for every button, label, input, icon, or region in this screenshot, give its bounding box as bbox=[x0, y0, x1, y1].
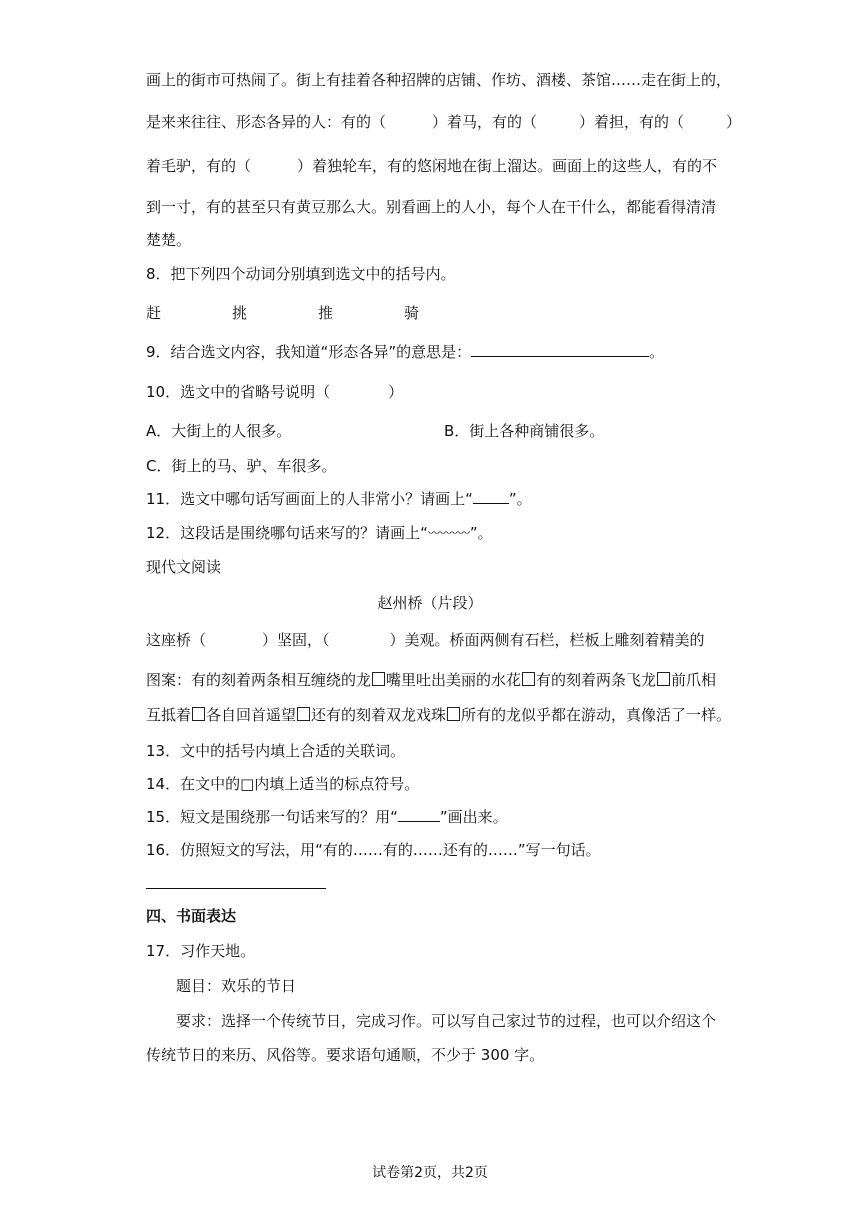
text: 是来来往往、形态各异的人：有的（ bbox=[146, 113, 387, 131]
punctuation-box[interactable] bbox=[192, 707, 205, 721]
question-14: 14．在文中的□内填上适当的标点符号。 bbox=[146, 775, 420, 793]
text: 着毛驴，有的（ bbox=[146, 157, 252, 175]
punctuation-box[interactable] bbox=[447, 707, 460, 721]
text: 所有的龙似乎都在游动，真像活了一样。 bbox=[461, 706, 732, 724]
passage-line bbox=[146, 70, 731, 90]
text: ”。 bbox=[469, 524, 493, 542]
answer-blank[interactable] bbox=[471, 342, 649, 357]
straight-underline-sample bbox=[398, 807, 440, 822]
passage-line bbox=[146, 705, 731, 725]
text: 有的刻着两条飞龙 bbox=[536, 671, 657, 689]
passage-title: 赵州桥（片段） bbox=[377, 594, 483, 612]
passage-line bbox=[146, 156, 717, 176]
punctuation-box[interactable] bbox=[657, 672, 670, 686]
text: 各自回首遥望 bbox=[206, 706, 297, 724]
section-heading: 四、书面表达 bbox=[146, 907, 237, 925]
passage-line bbox=[146, 197, 716, 217]
wavy-underline-sample bbox=[428, 531, 470, 537]
option-text: B．街上各种商铺很多。 bbox=[444, 422, 605, 440]
punctuation-box[interactable] bbox=[372, 672, 385, 686]
question-text: 8．把下列四个动词分别填到选文中的括号内。 bbox=[146, 265, 456, 283]
question-8 bbox=[146, 264, 456, 284]
text: 楚楚。 bbox=[146, 231, 192, 249]
question-13: 13．文中的括号内填上合适的关联词。 bbox=[146, 742, 406, 760]
essay-requirement: 传统节日的来历、风俗等。要求语句通顺，不少于 300 字。 bbox=[146, 1046, 545, 1064]
question-text: 9．结合选文内容，我知道“形态各异”的意思是： bbox=[146, 343, 472, 361]
question-10 bbox=[146, 382, 403, 402]
section-title: 现代文阅读 bbox=[146, 558, 222, 576]
passage-line bbox=[146, 112, 741, 132]
answer-line[interactable] bbox=[146, 888, 326, 889]
text: ）着担，有的（ bbox=[579, 113, 685, 131]
essay-requirement: 要求：选择一个传统节日，完成习作。可以写自己家过节的过程，也可以介绍这个 bbox=[176, 1012, 717, 1030]
question-text: 11．选文中哪句话写画面上的人非常小？请画上“ bbox=[146, 490, 473, 508]
word-option: 骑 bbox=[404, 304, 420, 322]
question-15 bbox=[146, 807, 508, 827]
question-text: 10．选文中的省略号说明（ bbox=[146, 383, 331, 401]
essay-topic: 题目：欢乐的节日 bbox=[176, 977, 297, 995]
text: ） bbox=[726, 113, 742, 131]
question-11 bbox=[146, 489, 532, 509]
text: 到一寸，有的甚至只有黄豆那么大。别看画上的人小，每个人在干什么，都能看得清清 bbox=[146, 198, 717, 216]
text: 前爪相 bbox=[671, 671, 717, 689]
punctuation-box[interactable] bbox=[297, 707, 310, 721]
text: ）美观。桥面两侧有石栏，栏板上雕刻着精美的 bbox=[389, 631, 705, 649]
text: 互抵着 bbox=[146, 706, 192, 724]
passage-line bbox=[146, 230, 191, 250]
text: ”。 bbox=[508, 490, 532, 508]
passage-line bbox=[146, 670, 716, 690]
word-option: 挑 bbox=[232, 304, 248, 322]
text: 这座桥（ bbox=[146, 631, 207, 649]
question-17: 17．习作天地。 bbox=[146, 942, 256, 960]
text: ） bbox=[388, 383, 404, 401]
question-12 bbox=[146, 523, 493, 543]
text: ”画出来。 bbox=[439, 808, 508, 826]
option-text: A．大街上的人很多。 bbox=[146, 422, 292, 440]
page-footer: 试卷第2页，共2页 bbox=[372, 1165, 488, 1181]
question-text: 15．短文是围绕那一句话来写的？用“ bbox=[146, 808, 398, 826]
question-16: 16．仿照短文的写法，用“有的……有的……还有的……”写一句话。 bbox=[146, 841, 601, 859]
text: 图案：有的刻着两条相互缠绕的龙 bbox=[146, 671, 372, 689]
text: ）着马，有的（ bbox=[432, 113, 538, 131]
straight-underline-sample bbox=[473, 489, 509, 504]
passage-line bbox=[146, 630, 705, 650]
word-option: 赶 bbox=[146, 304, 162, 322]
text: 画上的街市可热闹了。街上有挂着各种招牌的店铺、作坊、酒楼、茶馆……走在街上的， bbox=[146, 71, 732, 89]
text: ）坚固，（ bbox=[262, 631, 330, 649]
option-b[interactable] bbox=[444, 421, 604, 441]
question-text: 12．这段话是围绕哪句话来写的？请画上“ bbox=[146, 524, 428, 542]
question-9 bbox=[146, 342, 664, 362]
text: 。 bbox=[649, 343, 665, 361]
punctuation-box[interactable] bbox=[522, 672, 535, 686]
option-text: C．街上的马、驴、车很多。 bbox=[146, 457, 337, 475]
text: ）着独轮车，有的悠闲地在街上溜达。画面上的这些人，有的不 bbox=[297, 157, 718, 175]
option-c[interactable] bbox=[146, 456, 336, 476]
option-a[interactable] bbox=[146, 421, 291, 441]
text: 还有的刻着双龙戏珠 bbox=[311, 706, 447, 724]
word-option: 推 bbox=[318, 304, 334, 322]
text: 嘴里吐出美丽的水花 bbox=[386, 671, 522, 689]
